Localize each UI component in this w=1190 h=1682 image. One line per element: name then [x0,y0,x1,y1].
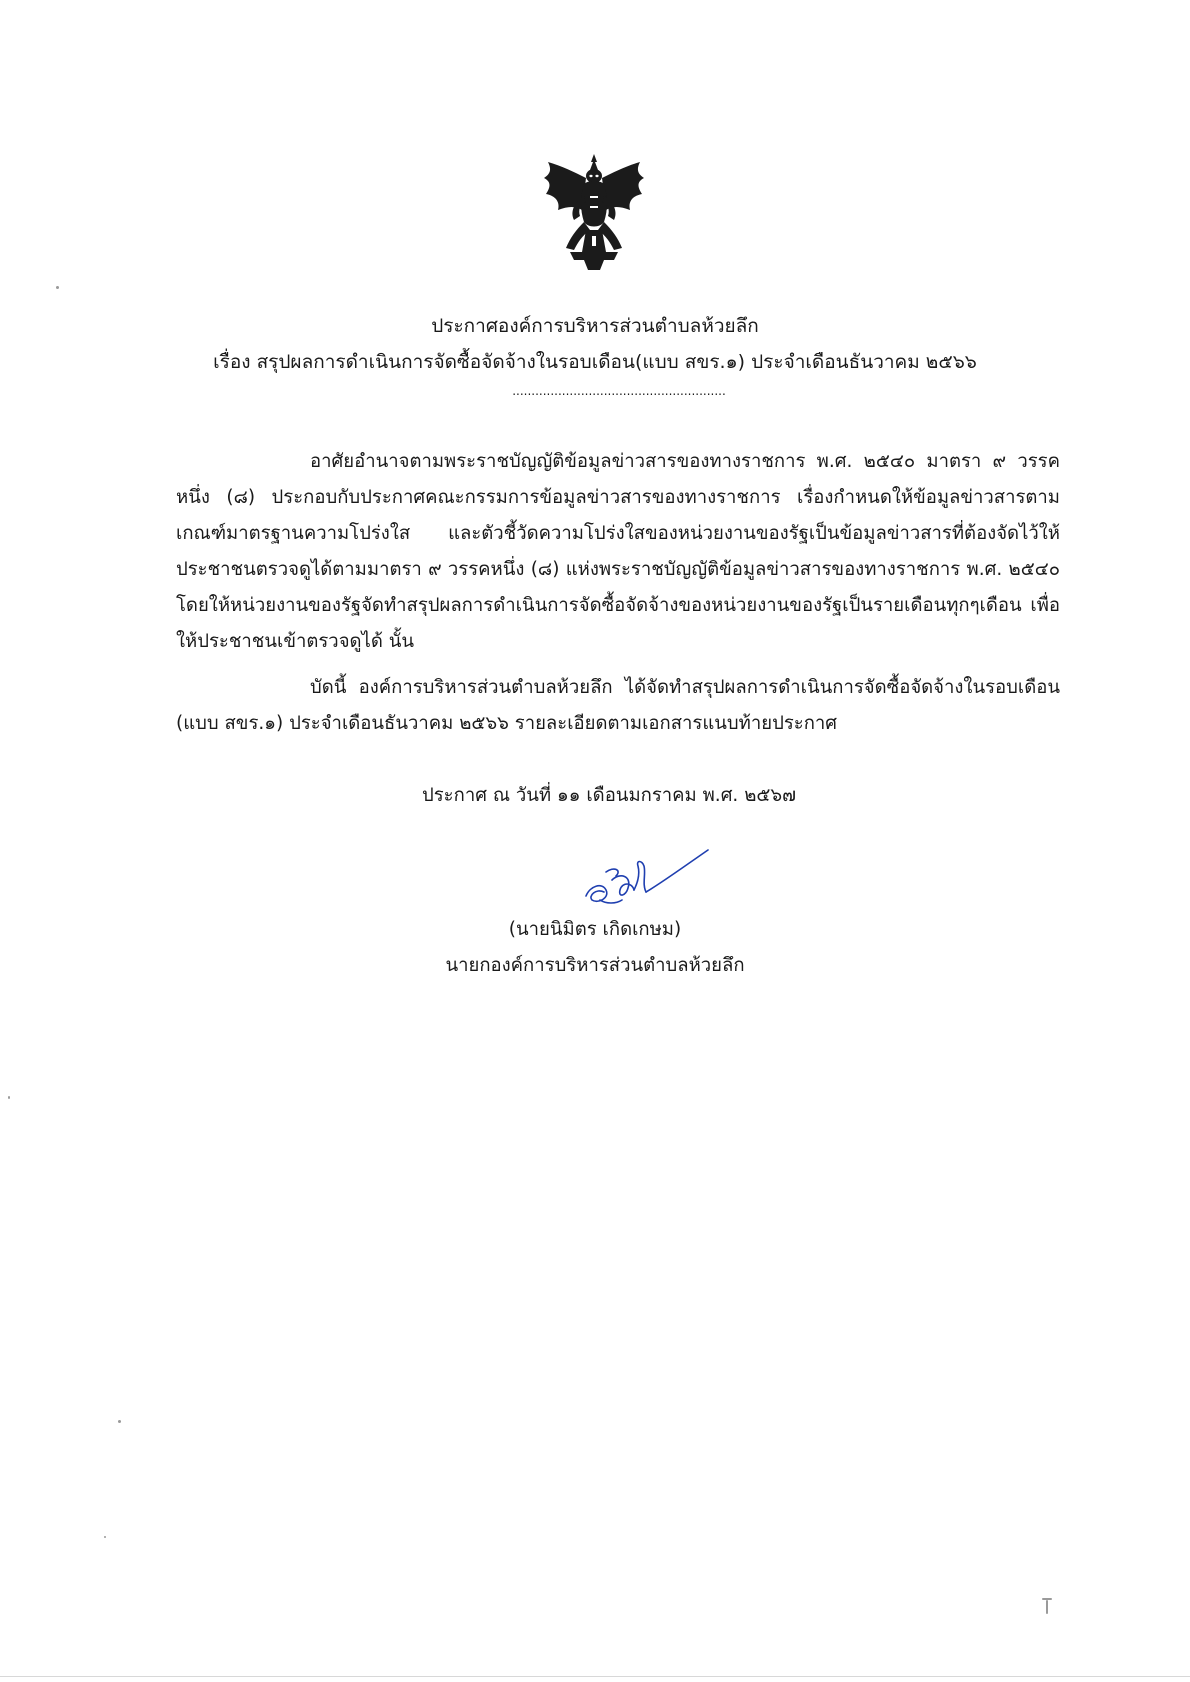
scan-speck [118,1420,121,1423]
announcement-date: ประกาศ ณ วันที่ ๑๑ เดือนมกราคม พ.ศ. ๒๕๖๗ [422,785,797,806]
body-paragraph-2: บัดนี้ องค์การบริหารส่วนตำบลห้วยลึก ได้จัดทำสรุปผลการดำเนินการจัดซื้อจัดจ้างในรอบเดือน (แบบ สขร.๑) ประจำเดือนธันวาคม ๒๕๖๖ รายละเอียดตามเอกสารแนบท้ายประกาศ [176,677,1060,734]
announcement-title: ประกาศองค์การบริหารส่วนตำบลห้วยลึก [431,315,759,337]
garuda-emblem-icon [540,152,648,272]
announcement-subject: เรื่อง สรุปผลการดำเนินการจัดซื้อจัดจ้างในรอบเดือน(แบบ สขร.๑) ประจำเดือนธันวาคม ๒๕๖๖ [213,351,977,373]
scan-speck [8,1096,10,1099]
signatory-name: (นายนิมิตร เกิดเกษม) [508,919,682,940]
scan-speck [104,1536,106,1538]
scan-speck [1046,1600,1048,1614]
signature-icon [576,846,716,910]
scan-speck [56,286,59,289]
signatory-position: นายกองค์การบริหารส่วนตำบลห้วยลึก [445,955,745,976]
scan-edge [0,1676,1190,1677]
title-divider: ........................................................ [512,384,726,398]
body-paragraph-1: อาศัยอำนาจตามพระราชบัญญัติข้อมูลข่าวสารของทางราชการ พ.ศ. ๒๕๔๐ มาตรา ๙ วรรคหนึ่ง (๘) ประกอบกับประกาศคณะกรรมการข้อมูลข่าวสารของทางราชการ เรื่องกำหนดให้ข้อมูลข่าวสารตามเกณฑ์มาตรฐานความโปร่งใส และตัวชี้วัดความโปร่งใสของหน่วยงานของรัฐเป็นข้อมูลข่าวสารที่ต้องจัดไว้ให้ประชาชนตรวจดูได้ตามมาตรา ๙ วรรคหนึ่ง (๘) แห่งพระราชบัญญัติข้อมูลข่าวสารของทางราชการ พ.ศ. ๒๕๔๐ โดยให้หน่วยงานของรัฐจัดทำสรุปผลการดำเนินการจัดซื้อจัดจ้างของหน่วยงานของรัฐเป็นรายเดือนทุกๆเดือน เพื่อให้ประชาชนเข้าตรวจดูได้ นั้น [176,451,1060,652]
